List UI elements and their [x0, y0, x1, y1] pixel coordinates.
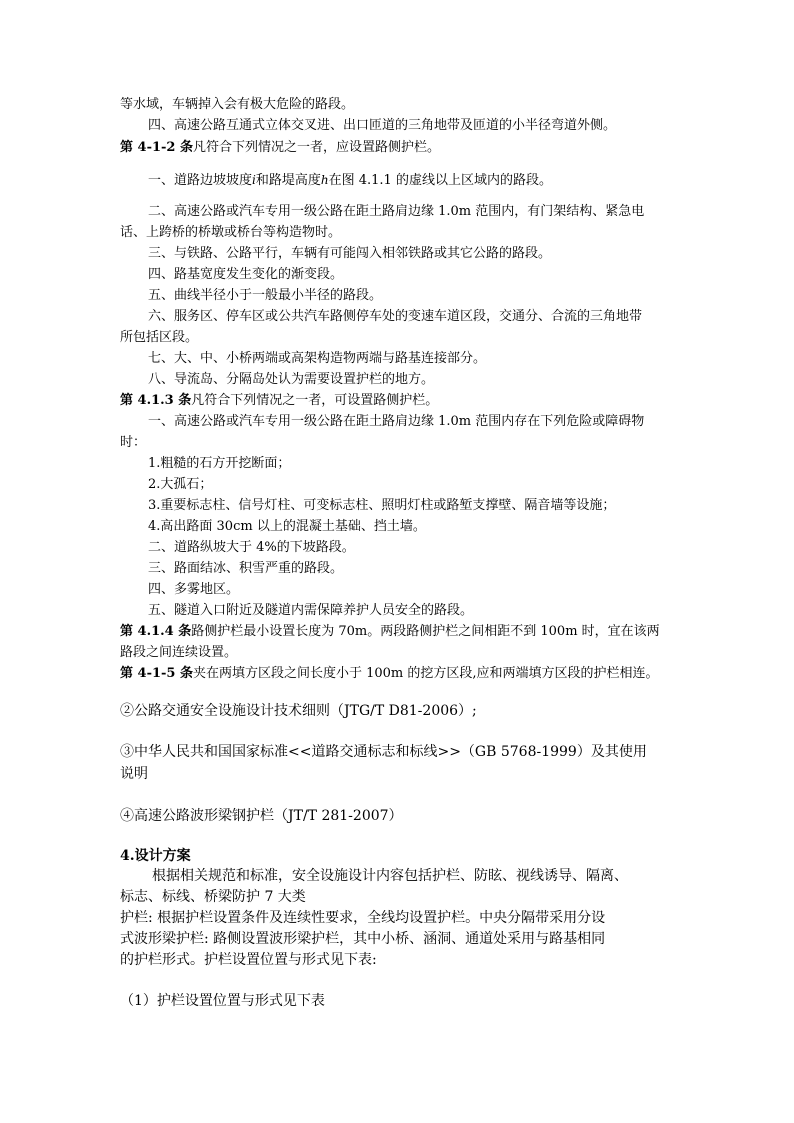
- text-line: 等水域，车辆掉入会有极大危险的路段。: [120, 97, 355, 112]
- text-line: 二、道路纵坡大于 4%的下坡路段。: [148, 540, 355, 555]
- text-line: 时：: [120, 435, 147, 450]
- text-line: 所包括区段。: [120, 330, 199, 345]
- text-line: 话、上跨桥的桥墩或桥台等构造物时。: [120, 225, 342, 240]
- text-line: 路段之间连续设置。: [120, 645, 238, 660]
- text-line: 一、高速公路或汽车专用一级公路在距土路肩边缘 1.0m 范围内存在下列危险或障碍物: [148, 414, 645, 429]
- reference-4: ④高速公路波形梁钢护栏（JT/T 281-2007）: [120, 808, 403, 824]
- paragraph-line: 式波形梁护栏: 路侧设置波形梁护栏，其中小桥、涵洞、通道处采用与路基相同: [120, 931, 606, 947]
- text-line: 六、服务区、停车区或公共汽车路侧停车处的变速车道区段，交通分、合流的三角地带: [148, 309, 643, 324]
- subsection-heading: （1）护栏设置位置与形式见下表: [120, 993, 325, 1009]
- text-line: [148, 171, 552, 190]
- list-item: 3.重要标志柱、信号灯柱、可变标志柱、照明灯柱或路堑支撑壁、隔音墙等设施；: [148, 498, 616, 513]
- clause-text: 凡符合下列情况之一者，应设置路侧护栏。: [192, 140, 440, 155]
- section-heading: 4.设计方案: [120, 848, 191, 864]
- reference-2: ②公路交通安全设施设计技术细则（JTG/T D81-2006）;: [120, 703, 477, 719]
- clause-4-1-2: [120, 139, 440, 157]
- text-line: 五、隧道入口附近及隧道内需保障养护人员安全的路段。: [148, 603, 474, 618]
- text-line: 三、与铁路、公路平行，车辆有可能闯入相邻铁路或其它公路的路段。: [148, 246, 552, 261]
- text-line: 二、高速公路或汽车专用一级公路在距土路肩边缘 1.0m 范围内，有门架结构、紧急电: [148, 204, 645, 219]
- text-line: 八、导流岛、分隔岛处认为需要设置护栏的地方。: [148, 372, 435, 387]
- clause-text: 路侧护栏最小设置长度为 70m。两段路侧护栏之间相距不到 100m 时，宜在该两: [191, 624, 660, 639]
- text-line: 四、高速公路互通式立体交叉进、出口匝道的三角地带及匝道的小半径弯道外侧。: [148, 118, 617, 133]
- clause-number: 第 4.1.4 条: [120, 624, 192, 639]
- paragraph-line: 的护栏形式。护栏设置位置与形式见下表:: [120, 952, 377, 968]
- text-line: 三、路面结冰、积雪严重的路段。: [148, 561, 344, 576]
- reference-3: ③中华人民共和国国家标准<<道路交通标志和标线>>（GB 5768-1999）及其使用: [120, 744, 647, 760]
- list-item: 1.粗糙的石方开挖断面；: [148, 456, 291, 471]
- clause-number: 第 4-1-5 条: [120, 666, 193, 681]
- clause-4-1-4: [120, 623, 660, 641]
- text-line: 四、多雾地区。: [148, 582, 240, 597]
- reference-3-continued: 说明: [120, 766, 148, 782]
- clause-number: 第 4-1-2 条: [120, 140, 193, 155]
- paragraph-line: 护栏: 根据护栏设置条件及连续性要求，全线均设置护栏。中央分隔带采用分设: [120, 910, 606, 926]
- clause-text: 凡符合下列情况之一者，可设置路侧护栏。: [191, 393, 439, 408]
- clause-4-1-5: [120, 665, 659, 683]
- clause-4-1-3: [120, 392, 438, 410]
- text-segment: 和路堤高度: [255, 173, 321, 188]
- clause-number: 第 4.1.3 条: [120, 393, 192, 408]
- height-variable: h: [320, 173, 329, 187]
- paragraph-line: 标志、标线、桥梁防护 7 大类: [120, 889, 306, 905]
- clause-text: 夹在两填方区段之间长度小于 100m 的挖方区段,应和两端填方区段的护栏相连。: [192, 666, 659, 681]
- text-segment: 在图 4.1.1 的虚线以上区域内的路段。: [328, 173, 552, 188]
- text-segment: 一、道路边坡坡度: [148, 173, 253, 188]
- list-item: 4.高出路面 30cm 以上的混凝土基础、挡土墙。: [148, 519, 426, 534]
- text-line: 四、路基宽度发生变化的渐变段。: [148, 267, 344, 282]
- paragraph-line: 根据相关规范和标准，安全设施设计内容包括护栏、防眩、视线诱导、隔离、: [152, 868, 628, 884]
- text-line: 七、大、中、小桥两端或高架构造物两端与路基连接部分。: [148, 351, 487, 366]
- text-line: 五、曲线半径小于一般最小半径的路段。: [148, 288, 383, 303]
- list-item: 2.大孤石；: [148, 477, 213, 492]
- slope-variable: i: [252, 173, 256, 187]
